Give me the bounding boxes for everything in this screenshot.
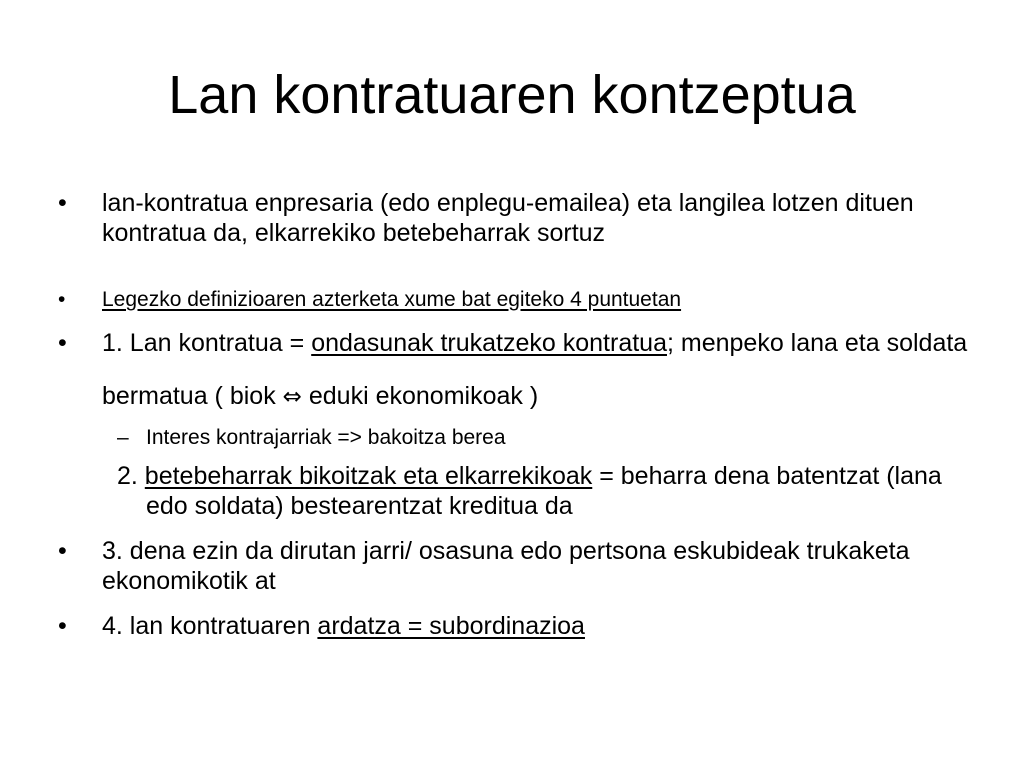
bullet-text: 3. dena ezin da dirutan jarri/ osasuna edo pertsona eskubideak trukaketa ekonomikotik at — [102, 537, 910, 595]
text-prefix: 1. Lan kontratua = — [102, 329, 312, 357]
bullet-marker: • — [58, 288, 66, 311]
bullet-text: Legezko definizioaren azterketa xume bat egiteko 4 puntuetan — [102, 288, 682, 311]
underlined-term: ardatza = subordinazioa — [317, 612, 585, 640]
bullet-text — [117, 461, 946, 521]
text-prefix: 4. lan kontratuaren — [102, 612, 318, 640]
bullet-marker: • — [58, 612, 67, 640]
bullet-marker: • — [58, 189, 67, 217]
double-arrow-icon: ⇔ — [282, 384, 302, 410]
bullet-text: lan-kontratua enpresaria (edo enplegu-emailea) eta langilea lotzen dituen kontratua da, elkarrekiko betebeharrak sortuz — [102, 189, 914, 247]
bullet-marker: • — [58, 537, 67, 565]
underlined-term: ondasunak trukatzeko kontratua — [311, 329, 667, 357]
slide-title: Lan kontratuaren kontzeptua — [168, 65, 856, 125]
text-prefix: 2. — [117, 462, 145, 490]
bullet-text — [102, 611, 982, 641]
sub-item-text: Interes kontrajarriak => bakoitza berea — [146, 426, 506, 449]
underlined-term: betebeharrak bikoitzak eta elkarrekikoak — [144, 462, 593, 490]
text-suffix: eduki ekonomikoak ) — [301, 382, 539, 410]
dash-marker: – — [117, 426, 129, 449]
bullet-text — [102, 317, 982, 424]
text-middle: ; menpeko lana eta soldata bermatua ( biok — [102, 329, 968, 410]
text-suffix: = beharra dena batentzat (lana edo soldata) bestearentzat kreditua da — [146, 462, 942, 520]
bullet-marker: • — [58, 329, 67, 357]
